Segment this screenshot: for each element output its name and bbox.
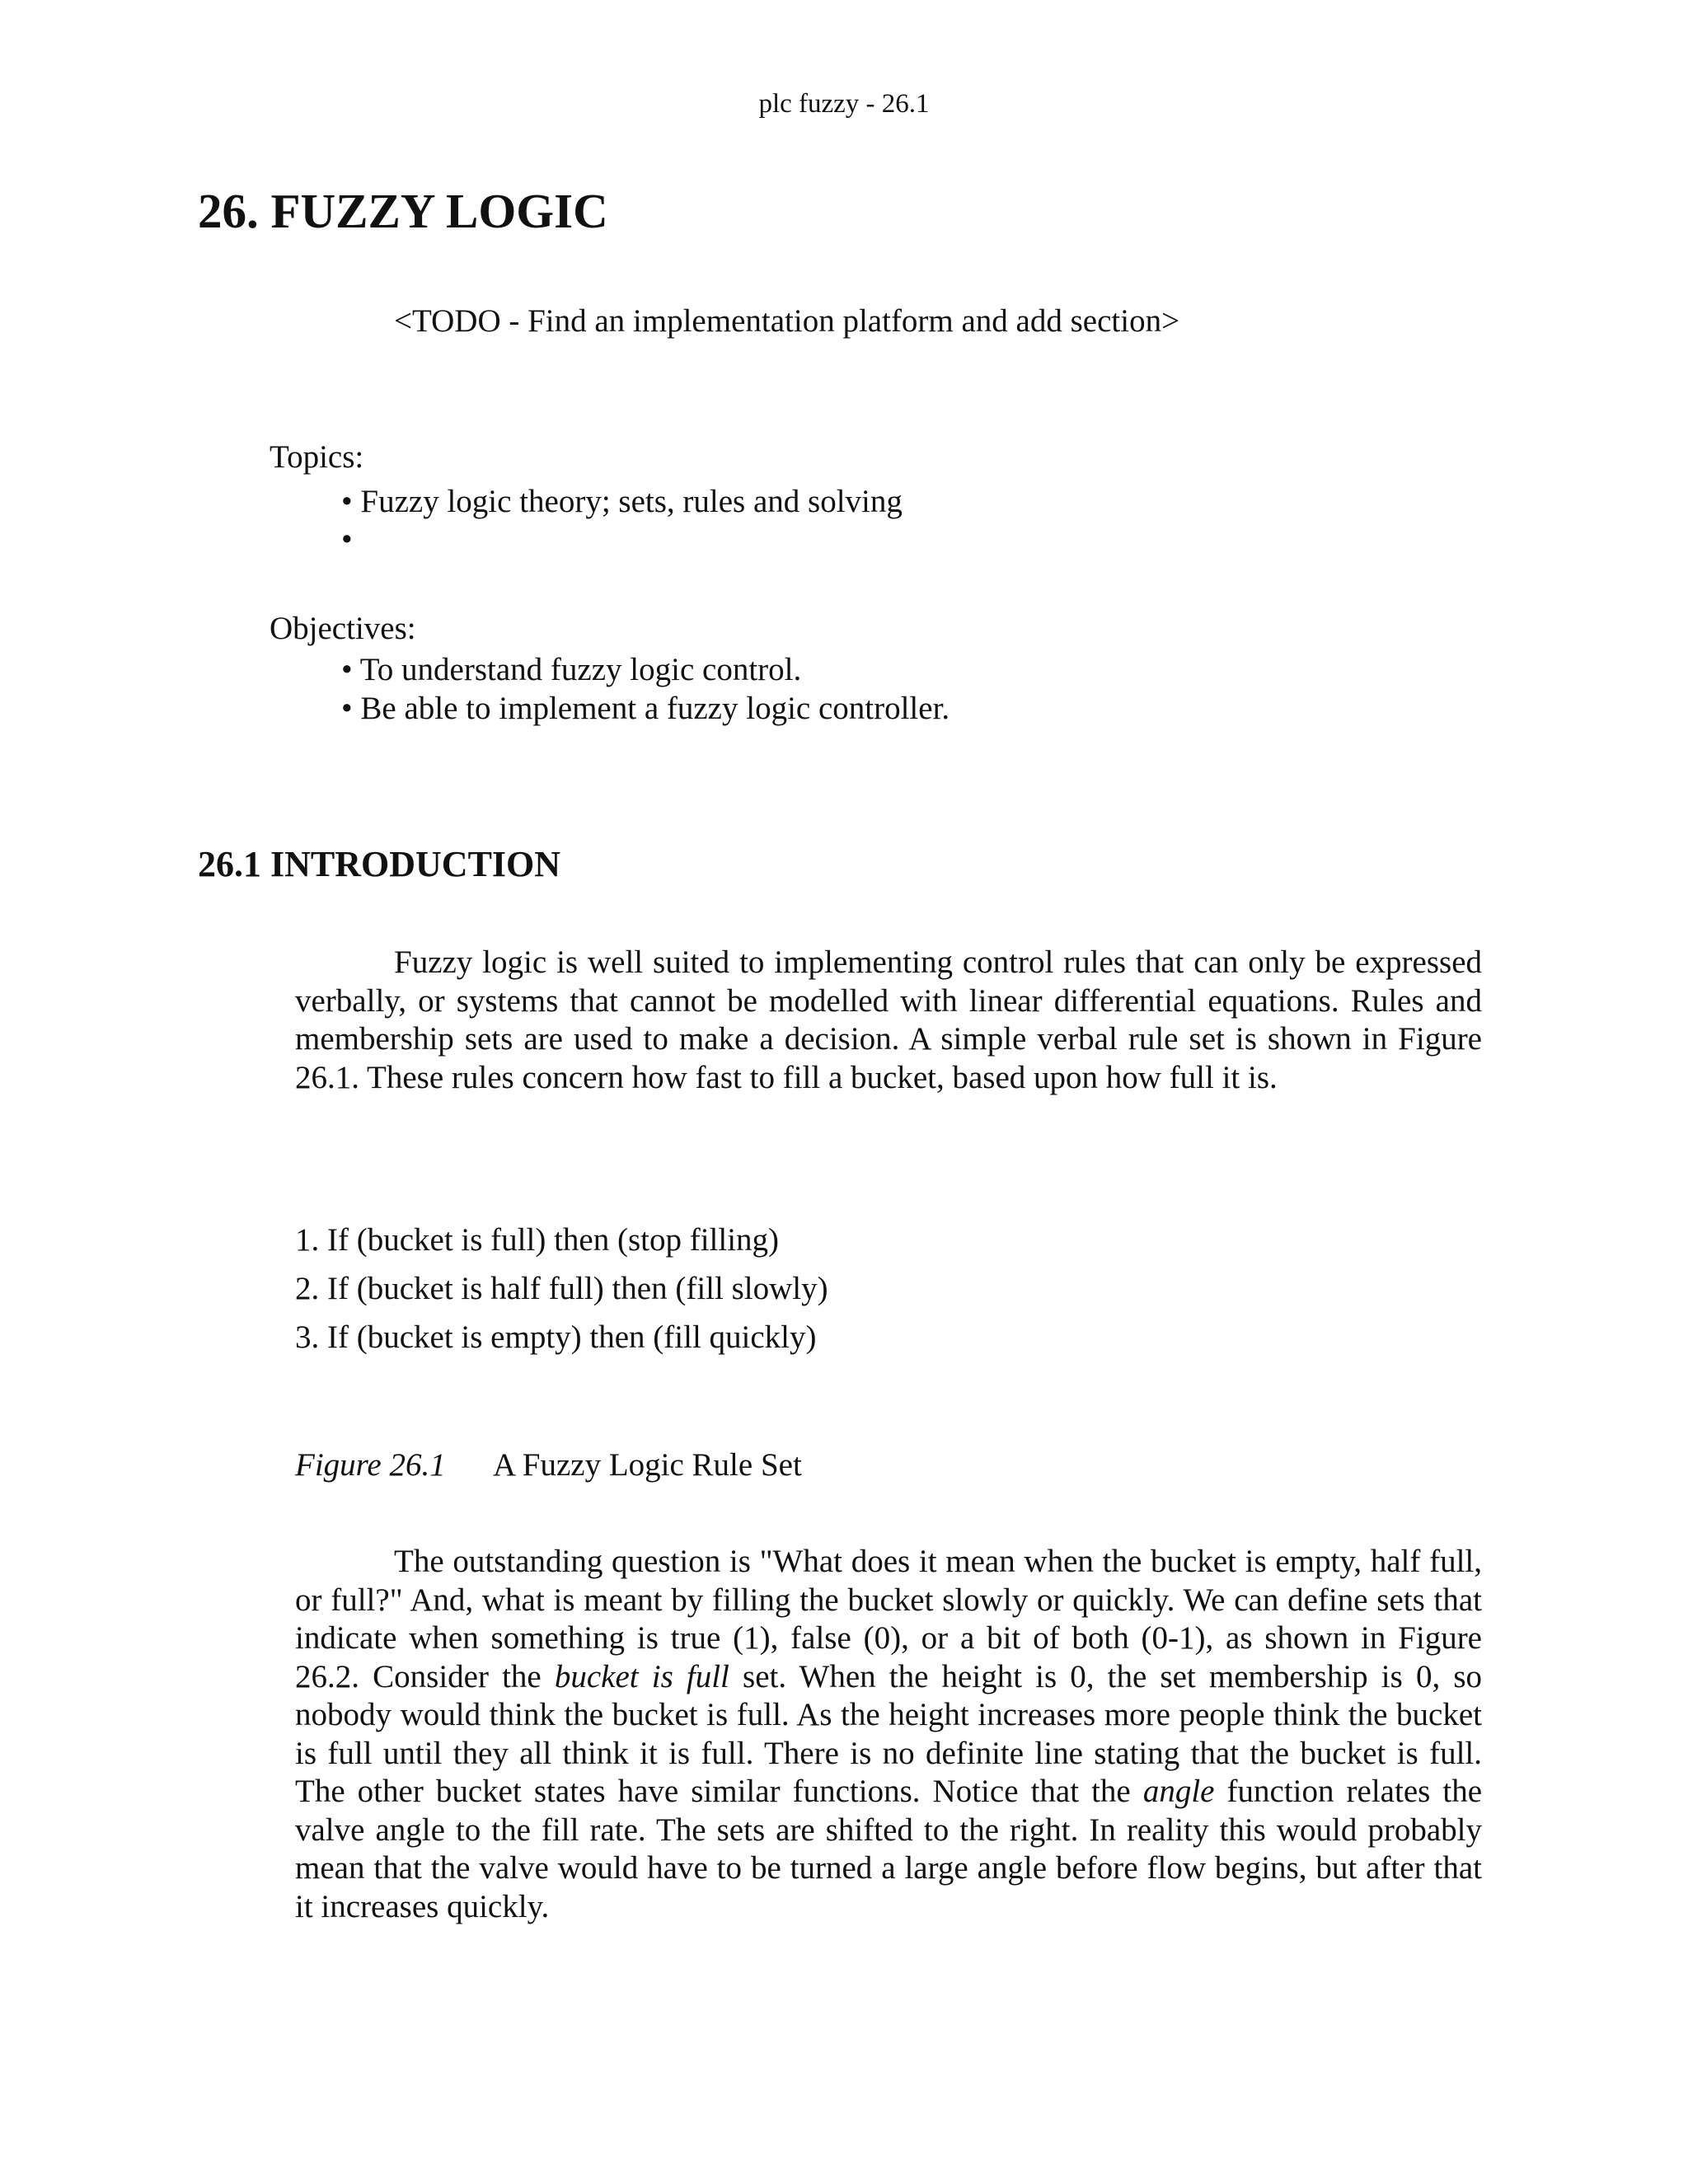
figure-caption [295, 1446, 802, 1483]
paragraph-text: The outstanding question is "What does it mean when the bucket is empty, half full, or full?" And, what is meant by filling the bucket slowly or quickly. We can define sets that indicate when something is true (1), false (0), or a bit of both (0-1), as shown in Figure 26.2. Consider the [295, 1544, 1482, 1694]
emphasis-text: angle [1142, 1774, 1215, 1809]
rule-line: 3. If (bucket is empty) then (fill quickly) [295, 1319, 817, 1355]
emphasis-text: bucket is full [554, 1658, 729, 1694]
objectives-label: Objectives: [270, 611, 416, 646]
objectives-item: • Be able to implement a fuzzy logic controller. [341, 691, 950, 726]
topics-label: Topics: [270, 439, 364, 475]
rule-line: 1. If (bucket is full) then (stop filling) [295, 1222, 780, 1258]
objectives-item: • To understand fuzzy logic control. [341, 652, 802, 687]
paragraph-text: function relates the valve angle to the fill rate. The sets are shifted to the right. In reality this would probably mean that the valve would have to be turned a large angle before flow begins, but after that it increases quickly. [295, 1774, 1483, 1924]
figure-caption-text: A Fuzzy Logic Rule Set [493, 1447, 802, 1483]
todo-note: <TODO - Find an implementation platform and add section> [394, 303, 1180, 339]
intro-paragraph: Fuzzy logic is well suited to implementing control rules that can only be expressed verbally, or systems that cannot be modelled with linear differential equations. Rules and membership sets are used to make a decision. A simple verbal rule set is shown in Figure 26.1. These rules concern how fast to fill a bucket, based upon how full it is. [295, 944, 1482, 1095]
rule-line: 2. If (bucket is half full) then (fill slowly) [295, 1271, 828, 1306]
chapter-title: 26. FUZZY LOGIC [198, 184, 608, 238]
paragraph-text: set. When the height is 0, the set membership is 0, so nobody would think the bucket is full. As the height increases more people think the bucket is full until they all think it is full. There is no definite line stating that the bucket is full. The other bucket states have similar functions. Notice that the [295, 1658, 1483, 1809]
topics-item: • [341, 522, 353, 557]
running-header: plc fuzzy - 26.1 [758, 89, 930, 119]
topics-item: • Fuzzy logic theory; sets, rules and solving [341, 484, 903, 519]
section-heading: 26.1 INTRODUCTION [198, 844, 561, 884]
figure-number: Figure 26.1 [295, 1447, 446, 1483]
body-paragraph [295, 1543, 1482, 1926]
